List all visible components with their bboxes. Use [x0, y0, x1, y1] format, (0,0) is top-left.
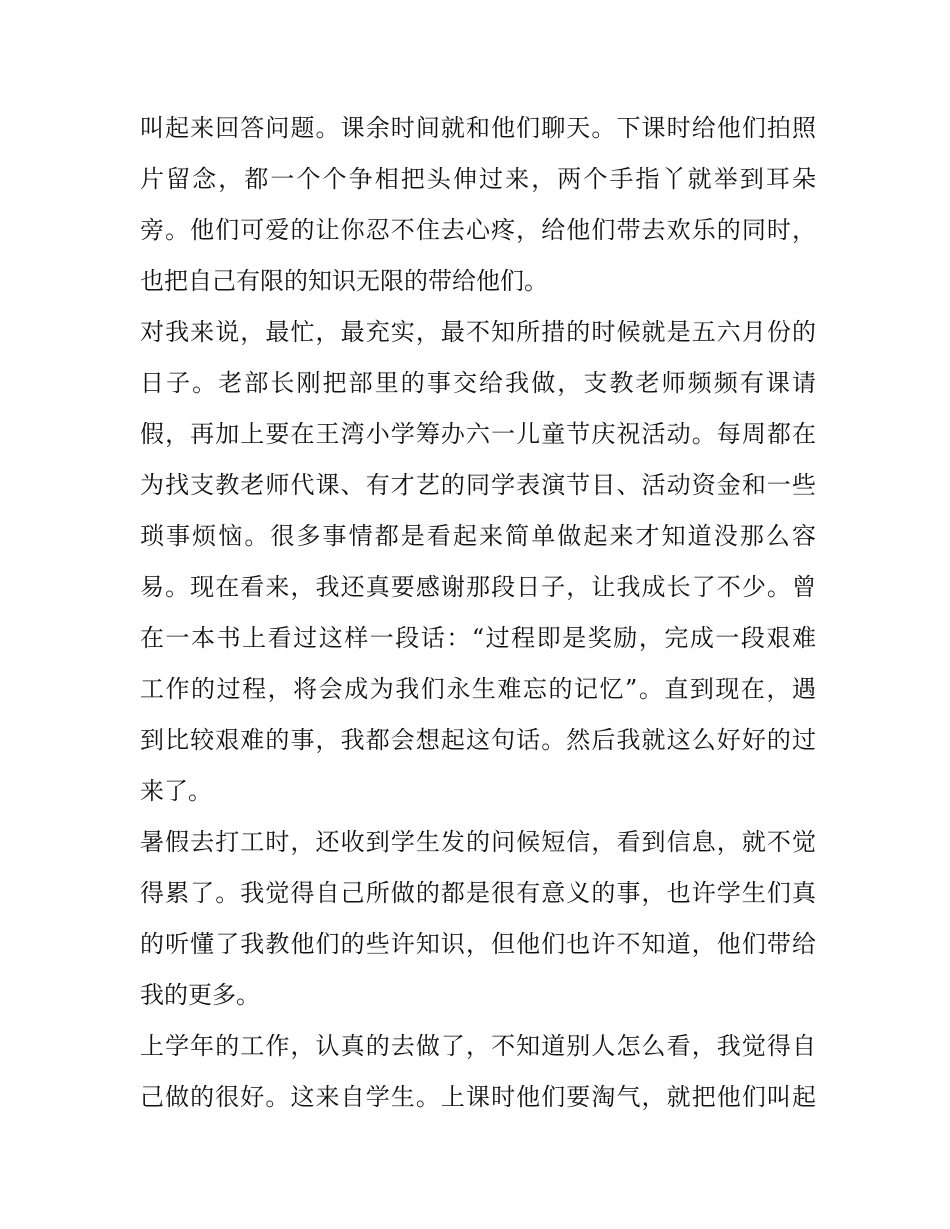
text-line: 得累了。我觉得自己所做的都是很有意义的事，也许学生们真: [140, 879, 816, 907]
text-line: 对我来说，最忙，最充实，最不知所措的时候就是五六月份的: [140, 318, 816, 346]
text-line: 片留念，都一个个争相把头伸过来，两个手指丫就举到耳朵: [140, 165, 816, 193]
paragraph: [140, 1021, 816, 1123]
text-line: 叫起来回答问题。课余时间就和他们聊天。下课时给他们拍照: [140, 114, 816, 142]
text-line: 琐事烦恼。很多事情都是看起来简单做起来才知道没那么容: [140, 522, 816, 550]
paragraph: [140, 817, 816, 1021]
text-line: 暑假去打工时，还收到学生发的问候短信，看到信息，就不觉: [140, 828, 816, 856]
paragraph: [140, 103, 816, 307]
text-line: 来了。: [140, 777, 212, 805]
text-line: 易。现在看来，我还真要感谢那段日子，让我成长了不少。曾: [140, 573, 816, 601]
text-line: 到比较艰难的事，我都会想起这句话。然后我就这么好好的过: [140, 726, 816, 754]
text-line: 为找支教老师代课、有才艺的同学表演节目、活动资金和一些: [140, 471, 816, 499]
text-line: 工作的过程，将会成为我们永生难忘的记忆”。直到现在，遇: [140, 675, 816, 703]
text-line: 日子。老部长刚把部里的事交给我做，支教老师频频有课请: [140, 369, 816, 397]
text-line: 上学年的工作，认真的去做了，不知道别人怎么看，我觉得自: [140, 1032, 816, 1060]
text-line: 也把自己有限的知识无限的带给他们。: [140, 267, 548, 295]
paragraph: [140, 307, 816, 817]
text-line: 旁。他们可爱的让你忍不住去心疼，给他们带去欢乐的同时，: [140, 216, 816, 244]
text-line: 的听懂了我教他们的些许知识，但他们也许不知道，他们带给: [140, 930, 816, 958]
text-line: 假，再加上要在王湾小学筹办六一儿童节庆祝活动。每周都在: [140, 420, 816, 448]
text-line: 我的更多。: [140, 981, 260, 1009]
document-body: [140, 103, 816, 1123]
text-line: 己做的很好。这来自学生。上课时他们要淘气，就把他们叫起: [140, 1083, 816, 1111]
text-line: 在一本书上看过这样一段话：“过程即是奖励，完成一段艰难: [140, 624, 816, 652]
